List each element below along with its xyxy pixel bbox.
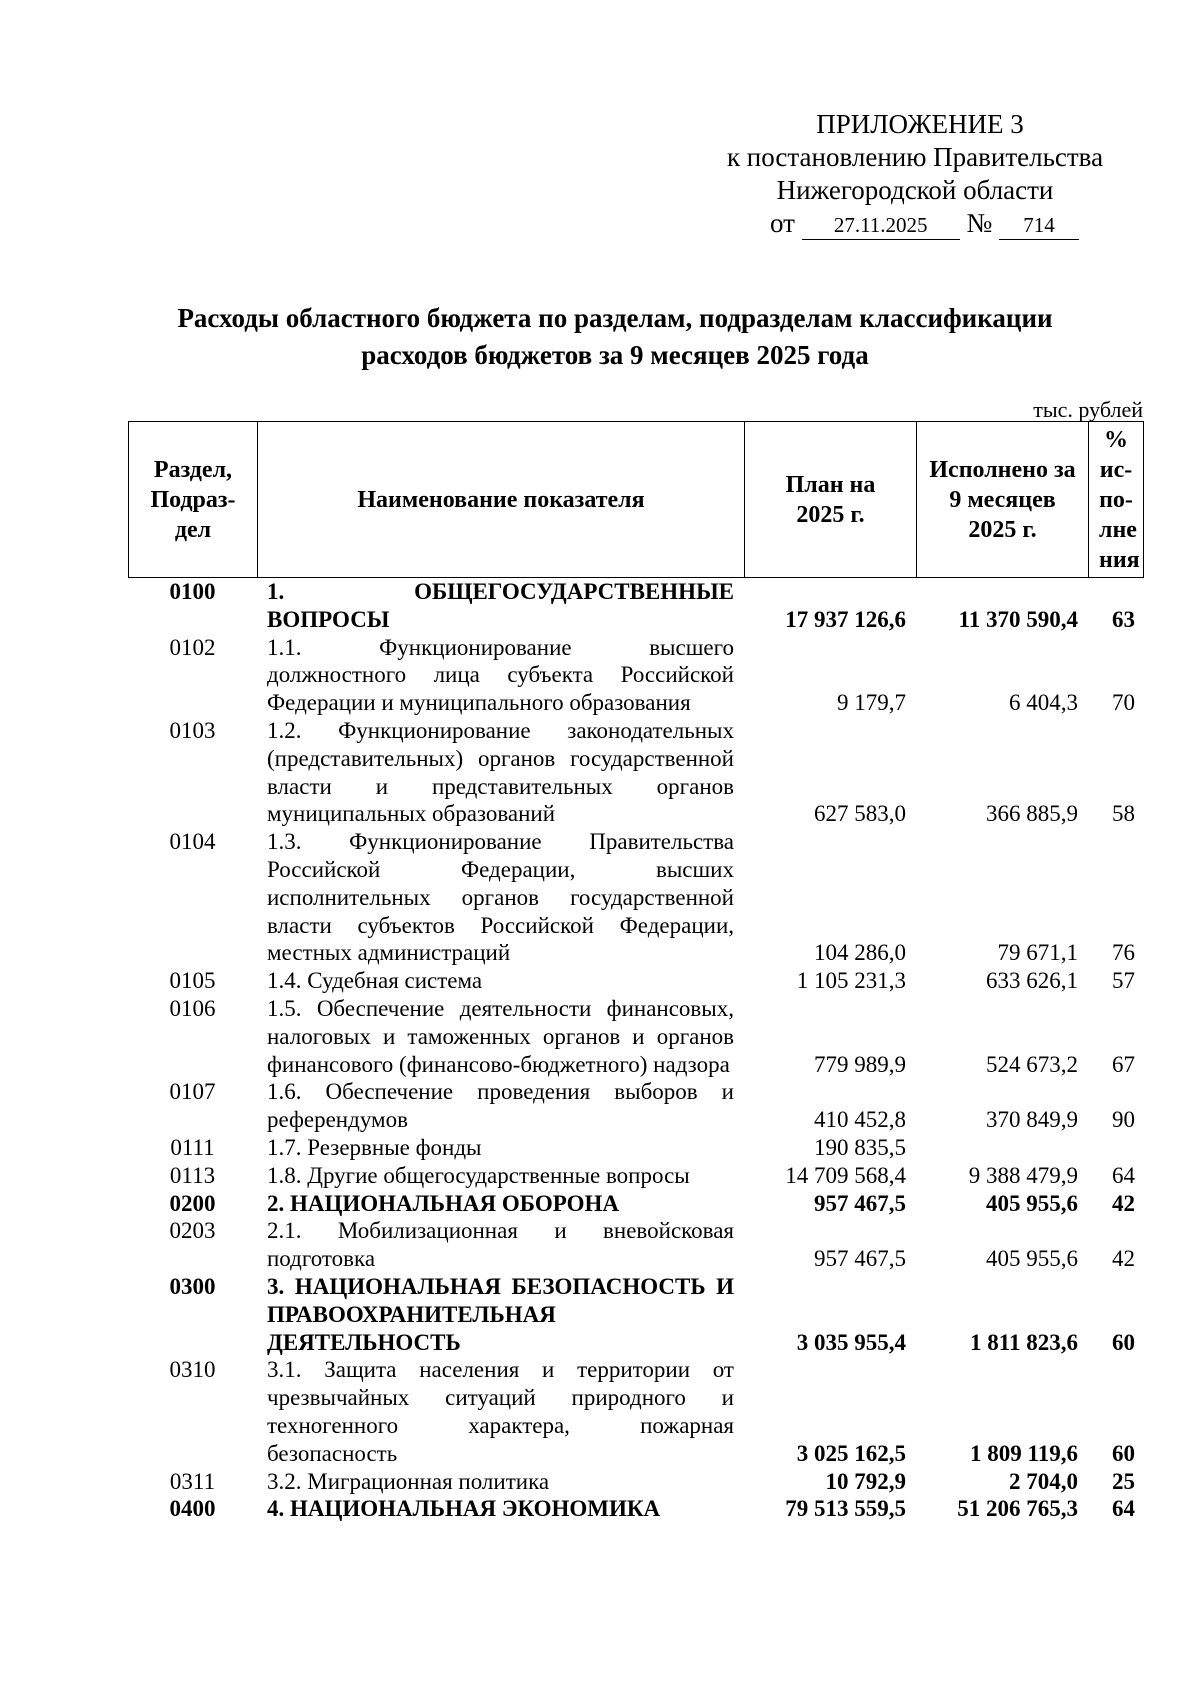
row-name	[257, 1078, 744, 1134]
row-executed: 6 404,3	[1009, 690, 1078, 716]
row-code: 0113	[169, 1162, 216, 1188]
row-code: 0100	[169, 579, 216, 604]
row-name-text: 1.1. Функционирование высшего должностного лица субъекта Российской Федерации и муниципального образования	[267, 634, 734, 716]
row-plan: 14 709 568,4	[785, 1162, 906, 1188]
row-executed: 2 704,0	[1009, 1468, 1078, 1494]
table-row	[128, 828, 1143, 967]
row-name	[257, 828, 744, 967]
row-executed: 633 626,1	[986, 968, 1078, 994]
table-row	[128, 1217, 1143, 1273]
row-name	[257, 1356, 744, 1467]
row-name-text: 2.1. Мобилизационная и вневойсковая подготовка	[267, 1218, 734, 1272]
page-title	[120, 300, 1110, 374]
row-name-text: 3.2. Миграционная политика	[267, 1468, 550, 1494]
column-header-plan: План на 2025 г.	[745, 422, 917, 578]
row-percent: 64	[1112, 1496, 1135, 1522]
row-percent: 42	[1112, 1246, 1135, 1272]
row-executed: 1 809 119,6	[970, 1440, 1078, 1466]
row-code: 0203	[169, 1218, 216, 1244]
table-row	[128, 1495, 1143, 1523]
row-code: 0103	[169, 717, 216, 743]
row-name-text: 4. НАЦИОНАЛЬНАЯ ЭКОНОМИКА	[267, 1496, 661, 1522]
row-executed: 405 955,6	[986, 1190, 1078, 1216]
appendix-title: ПРИЛОЖЕНИЕ 3	[816, 109, 1024, 139]
row-name	[257, 1273, 744, 1356]
table-row	[128, 1190, 1143, 1218]
table-row	[128, 1078, 1143, 1134]
table-row	[128, 634, 1143, 717]
row-name	[257, 717, 744, 828]
row-name-text: 1.4. Судебная система	[267, 968, 483, 994]
row-name-text: 1.5. Обеспечение деятельности финансовых, налоговых и таможенных органов и органов финансового (финансово-бюджетного) надзора	[267, 995, 734, 1077]
row-name	[257, 1468, 744, 1496]
row-name	[257, 578, 744, 634]
document-number: 714	[999, 211, 1079, 240]
row-percent: 42	[1112, 1190, 1135, 1216]
row-name	[257, 1162, 744, 1190]
row-executed: 79 671,1	[997, 940, 1078, 966]
title-line-2: расходов бюджетов за 9 месяцев 2025 года	[361, 340, 869, 370]
units-label: тыс. рублей	[1033, 397, 1143, 422]
row-percent: 64	[1112, 1162, 1135, 1188]
row-code: 0311	[169, 1468, 216, 1494]
row-executed: 405 955,6	[986, 1246, 1078, 1272]
row-name-text: 1.3. Функционирование Правительства Российской Федерации, высших исполнительных органов государственной власти субъектов Российской Федерации, местных администраций	[267, 829, 734, 966]
number-sign: №	[966, 208, 993, 238]
row-name-text: 1.6. Обеспечение проведения выборов и референдумов	[267, 1079, 734, 1133]
row-code: 0111	[170, 1134, 215, 1160]
row-percent: 60	[1112, 1440, 1135, 1466]
row-name-text: 1. ОБЩЕГОСУДАРСТВЕННЫЕ ВОПРОСЫ	[267, 579, 734, 632]
row-code: 0300	[169, 1273, 216, 1299]
row-code: 0105	[169, 968, 216, 994]
column-header-percent: % ис-по-лне ния	[1089, 422, 1144, 578]
row-name-text: 3. НАЦИОНАЛЬНАЯ БЕЗОПАСНОСТЬ И ПРАВООХРАНИТЕЛЬНАЯ ДЕЯТЕЛЬНОСТЬ	[267, 1273, 734, 1355]
title-line-1: Расходы областного бюджета по разделам, подразделам классификации	[177, 303, 1053, 333]
row-executed	[916, 1134, 1088, 1162]
budget-table	[128, 578, 1143, 1523]
column-header-code: Раздел, Подраз-дел	[129, 422, 258, 578]
row-code: 0104	[169, 829, 216, 855]
table-row	[128, 1468, 1143, 1496]
row-plan: 779 989,9	[814, 1051, 906, 1077]
row-name	[257, 1495, 744, 1523]
row-name	[257, 634, 744, 717]
table-row	[128, 1162, 1143, 1190]
row-percent: 76	[1112, 940, 1135, 966]
row-code: 0107	[169, 1079, 216, 1105]
row-executed: 1 811 823,6	[970, 1329, 1078, 1355]
row-plan: 1 105 231,3	[796, 968, 906, 994]
date-prefix: от	[770, 208, 795, 238]
row-percent: 25	[1112, 1468, 1135, 1494]
table-row	[128, 995, 1143, 1078]
row-name-text: 1.8. Другие общегосударственные вопросы	[267, 1162, 690, 1188]
row-plan: 3 035 955,4	[796, 1329, 906, 1355]
table-row	[128, 1273, 1143, 1356]
row-percent	[1088, 1134, 1143, 1162]
row-plan: 10 792,9	[825, 1468, 906, 1494]
row-plan: 9 179,7	[837, 690, 906, 716]
date-line	[700, 207, 1130, 240]
table-row	[128, 1356, 1143, 1467]
row-plan: 957 467,5	[814, 1190, 906, 1216]
row-name-text: 3.1. Защита населения и территории от чрезвычайных ситуаций природного и техногенного характера, пожарная безопасность	[267, 1357, 734, 1466]
table-header	[128, 421, 1144, 578]
row-executed: 9 388 479,9	[968, 1162, 1078, 1188]
row-executed: 524 673,2	[986, 1051, 1078, 1077]
table-row	[128, 1134, 1143, 1162]
row-executed: 11 370 590,4	[958, 606, 1078, 632]
table-row	[128, 717, 1143, 828]
row-name-text: 2. НАЦИОНАЛЬНАЯ ОБОРОНА	[267, 1190, 620, 1216]
row-percent: 58	[1112, 801, 1135, 827]
row-plan: 79 513 559,5	[785, 1496, 906, 1522]
column-header-executed: Исполнено за 9 месяцев 2025 г.	[917, 422, 1089, 578]
table-row	[128, 578, 1143, 634]
row-name	[257, 1217, 744, 1273]
row-name	[257, 1190, 744, 1218]
row-plan: 3 025 162,5	[796, 1440, 906, 1466]
row-percent: 90	[1112, 1107, 1135, 1133]
row-code: 0200	[169, 1190, 216, 1216]
row-percent: 60	[1112, 1329, 1135, 1355]
row-executed: 370 849,9	[986, 1107, 1078, 1133]
appendix-line-3: Нижегородской области	[776, 175, 1054, 205]
row-name	[257, 1134, 744, 1162]
row-name	[257, 995, 744, 1078]
row-percent: 63	[1112, 606, 1135, 632]
row-plan: 410 452,8	[814, 1107, 906, 1133]
table-row	[128, 967, 1143, 995]
appendix-line-2: к постановлению Правительства	[726, 142, 1104, 172]
row-code: 0106	[169, 995, 216, 1021]
row-executed: 51 206 765,3	[957, 1496, 1078, 1522]
document-date: 27.11.2025	[802, 211, 960, 240]
row-plan: 190 835,5	[814, 1134, 906, 1160]
row-percent: 57	[1112, 968, 1135, 994]
row-executed: 366 885,9	[986, 801, 1078, 827]
row-percent: 67	[1112, 1051, 1135, 1077]
row-name	[257, 967, 744, 995]
row-code: 0102	[169, 634, 216, 660]
appendix-block	[700, 108, 1130, 240]
row-plan: 627 583,0	[814, 801, 906, 827]
row-name-text: 1.2. Функционирование законодательных (представительных) органов государственной власти и представительных органов муниципальных образований	[267, 717, 734, 827]
row-name-text: 1.7. Резервные фонды	[267, 1134, 482, 1160]
row-plan: 17 937 126,6	[785, 606, 906, 632]
row-code: 0400	[169, 1496, 216, 1522]
row-code: 0310	[169, 1357, 216, 1383]
row-percent: 70	[1112, 690, 1135, 716]
row-plan: 104 286,0	[814, 940, 906, 966]
column-header-name: Наименование показателя	[258, 422, 745, 578]
row-plan: 957 467,5	[814, 1246, 906, 1272]
